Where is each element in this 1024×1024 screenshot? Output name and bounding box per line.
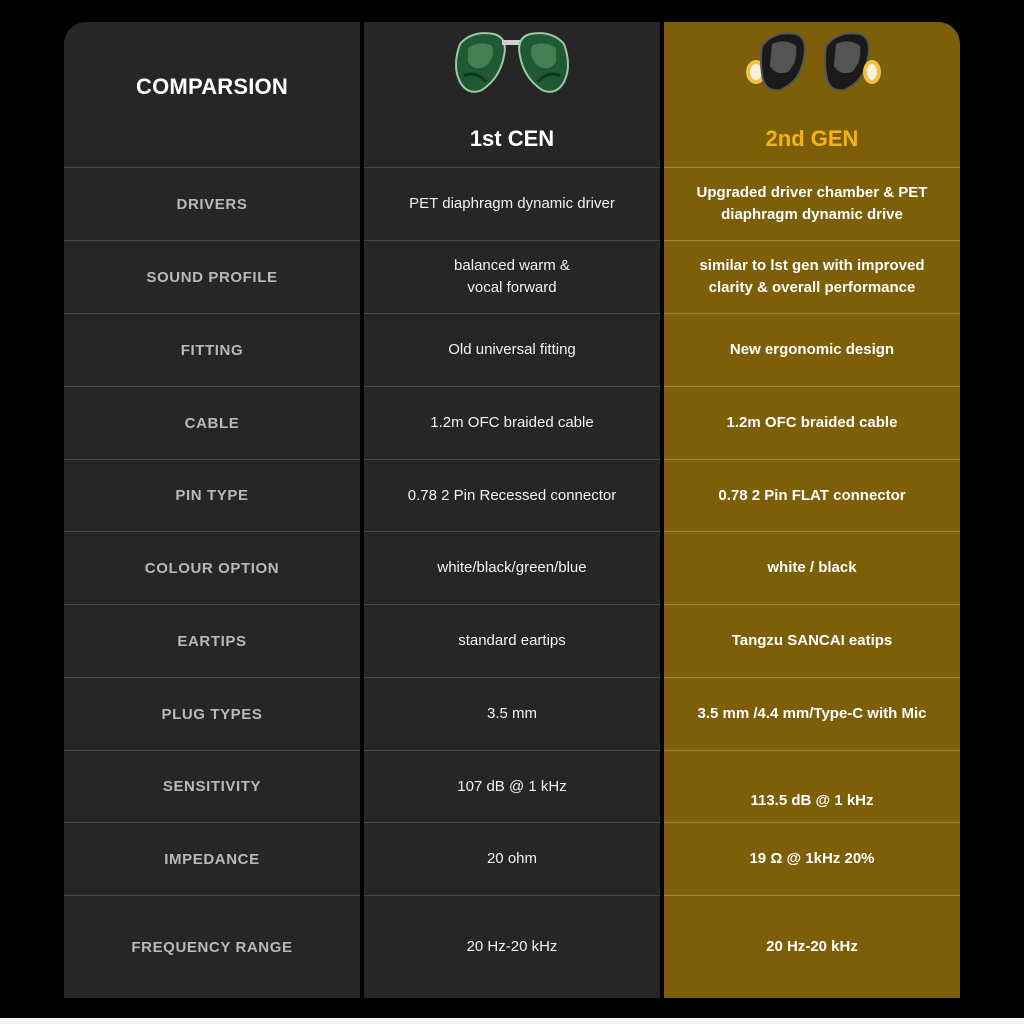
gen1-value: PET diaphragm dynamic driver: [409, 195, 615, 212]
row-label: [64, 167, 360, 240]
gen2-value: 20 Hz-20 kHz: [766, 938, 858, 955]
gen1-cell: [364, 895, 660, 998]
row-label-text: FREQUENCY RANGE: [131, 938, 293, 956]
gen1-value: 20 ohm: [486, 850, 538, 867]
gen2-title: 2nd GEN: [765, 126, 859, 151]
gen2-cell: [664, 822, 960, 895]
gen1-value: 0.78 2 Pin Recessed connector: [407, 486, 617, 504]
gen2-value: New ergonomic design: [729, 341, 895, 358]
gen2-value: 1.2m OFC braided cable: [726, 414, 898, 431]
gen2-value: Tangzu SANCAI eatips: [731, 632, 893, 649]
gen1-cell: [364, 459, 660, 531]
row-label: [64, 531, 360, 604]
row-label-text: SENSITIVITY: [162, 778, 262, 795]
gen1-cell: [364, 386, 660, 459]
row-label: [64, 240, 360, 313]
label-column-header: [64, 22, 360, 167]
gen1-cell: [364, 750, 660, 822]
gen2-value: white / black: [767, 559, 857, 576]
gen1-cell: [364, 822, 660, 895]
row-label-text: PLUG TYPES: [161, 705, 263, 723]
gen2-column: [664, 22, 960, 998]
row-label: [64, 822, 360, 895]
row-label: [64, 313, 360, 386]
row-label: [64, 750, 360, 822]
row-label: [64, 895, 360, 998]
gen1-header: [364, 22, 660, 167]
gen1-value: white/black/green/blue: [437, 559, 587, 576]
gen1-cell: [364, 677, 660, 750]
gen2-cell: [664, 386, 960, 459]
gen2-header: [664, 22, 960, 167]
row-label-text: PIN TYPE: [175, 487, 249, 504]
row-label-text: COLOUR OPTION: [144, 559, 280, 577]
gen1-title: 1st CEN: [469, 126, 555, 151]
gen2-value-line1: similar to lst gen with improved: [699, 257, 925, 274]
row-label-text: CABLE: [184, 414, 240, 432]
gen2-cell: [664, 240, 960, 313]
row-label-text: SOUND PROFILE: [146, 268, 278, 286]
gen2-cell: [664, 604, 960, 677]
row-label-text: DRIVERS: [176, 195, 248, 213]
row-label-text: EARTIPS: [177, 632, 247, 650]
gen2-cell: [664, 677, 960, 750]
row-label-text: IMPEDANCE: [164, 850, 260, 868]
row-label: [64, 604, 360, 677]
gen1-value: 20 Hz-20 kHz: [466, 938, 558, 955]
gen2-cell: [664, 313, 960, 386]
bottom-divider: [0, 1018, 1024, 1024]
row-label: [64, 386, 360, 459]
gen2-earphones-image: [742, 26, 882, 98]
gen2-value-line2: diaphragm dynamic drive: [721, 206, 903, 223]
gen2-value: 19 Ω @ 1kHz 20%: [749, 850, 875, 867]
gen1-cell: [364, 604, 660, 677]
gen1-value-line1: balanced warm &: [454, 257, 570, 274]
gen2-cell: [664, 750, 960, 822]
gen1-value-line2: vocal forward: [467, 279, 557, 296]
page-title: COMPARSION: [136, 74, 288, 99]
gen2-cell: [664, 531, 960, 604]
gen1-cell: [364, 313, 660, 386]
row-label: [64, 677, 360, 750]
gen1-value: Old universal fitting: [448, 341, 576, 358]
label-column: [64, 22, 360, 998]
row-label: [64, 459, 360, 531]
gen2-value-line2: clarity & overall performance: [708, 279, 916, 296]
gen1-cell: [364, 167, 660, 240]
gen2-cell: [664, 895, 960, 998]
gen1-value: 107 dB @ 1 kHz: [457, 777, 567, 795]
gen1-column: [364, 22, 660, 998]
gen1-value: standard eartips: [458, 632, 566, 649]
gen1-value: 3.5 mm: [486, 705, 537, 722]
gen2-value-line1: Upgraded driver chamber & PET: [696, 184, 928, 201]
gen2-value: 3.5 mm /4.4 mm/Type-C with Mic: [697, 705, 927, 722]
gen1-cell: [364, 531, 660, 604]
gen2-value: 0.78 2 Pin FLAT connector: [718, 486, 906, 504]
gen2-cell: [664, 459, 960, 531]
gen2-cell: [664, 167, 960, 240]
row-label-text: FITTING: [180, 341, 244, 359]
gen2-value: 113.5 dB @ 1 kHz: [750, 791, 874, 809]
gen1-cell: [364, 240, 660, 313]
gen1-value: 1.2m OFC braided cable: [430, 414, 594, 431]
gen1-earphones-image: [442, 26, 582, 98]
